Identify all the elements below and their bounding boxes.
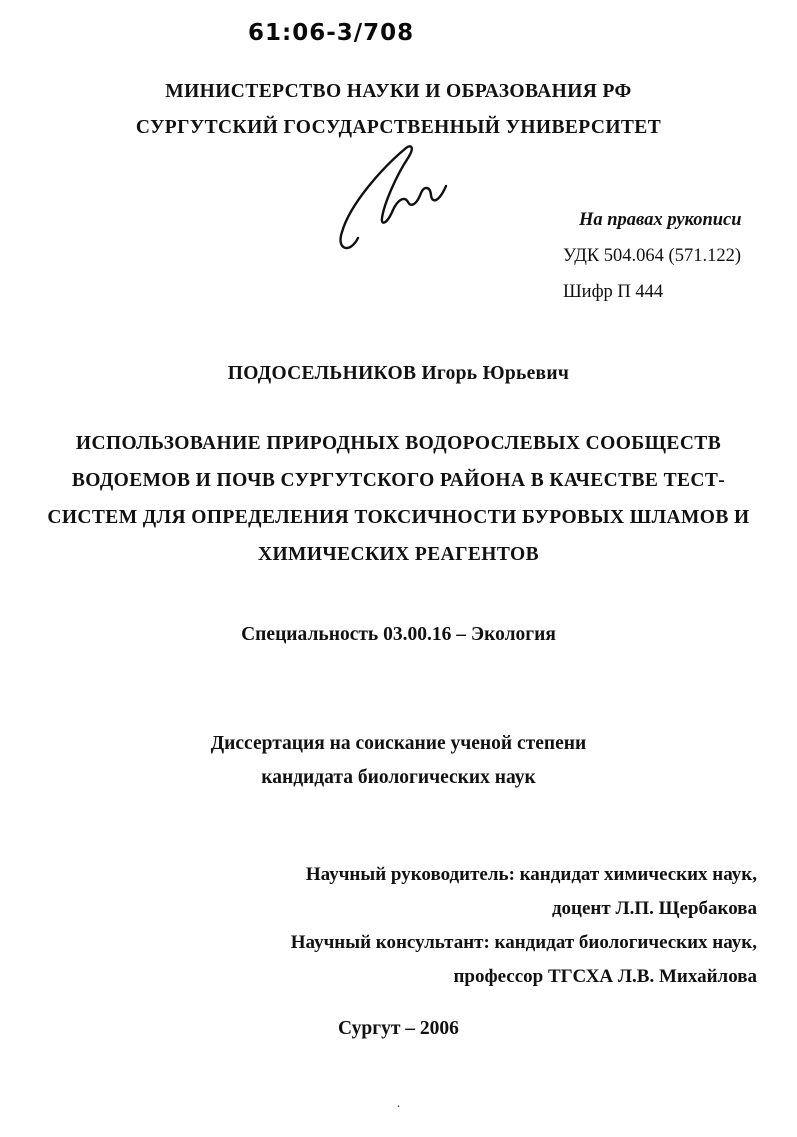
ministry-line-1: МИНИСТЕРСТВО НАУКИ И ОБРАЗОВАНИЯ РФ [165,81,632,102]
handwritten-signature [320,142,480,252]
footer-mark: . [396,1096,401,1111]
title-line-2: ВОДОЕМОВ И ПОЧВ СУРГУТСКОГО РАЙОНА В КАЧЕСТВЕ ТЕСТ- [71,470,726,491]
university-line: СУРГУТСКИЙ ГОСУДАРСТВЕННЫЙ УНИВЕРСИТЕТ [135,117,662,138]
city-year: Сургут – 2006 [338,1018,459,1039]
supervisor-line-2: доцент Л.П. Щербакова [551,898,757,919]
signature-icon [320,142,480,252]
supervisor-line-1: Научный руководитель: кандидат химических наук, [305,864,757,885]
degree-line-1: Диссертация на соискание ученой степени [210,733,587,754]
cipher-code: Шифр П 444 [563,282,664,302]
manuscript-note: На правах рукописи [579,210,742,230]
title-line-4: ХИМИЧЕСКИХ РЕАГЕНТОВ [258,544,539,565]
consultant-line-1: Научный консультант: кандидат биологических наук, [290,932,757,953]
ministry-header [0,74,797,146]
title-line-3: СИСТЕМ ДЛЯ ОПРЕДЕЛЕНИЯ ТОКСИЧНОСТИ БУРОВЫХ ШЛАМОВ И [47,507,750,528]
title-line-1: ИСПОЛЬЗОВАНИЕ ПРИРОДНЫХ ВОДОРОСЛЕВЫХ СООБЩЕСТВ [75,433,722,454]
catalog-number: 61:06-3/708 [248,20,415,46]
speciality-line: Специальность 03.00.16 – Экология [241,624,556,645]
advisors-block [277,858,757,994]
degree-block [0,727,797,795]
udk-code: УДК 504.064 (571.122) [563,246,742,266]
manuscript-stamp-block [563,202,763,310]
degree-line-2: кандидата биологических наук [261,767,536,788]
author-name: ПОДОСЕЛЬНИКОВ Игорь Юрьевич [227,363,570,384]
dissertation-title [0,425,797,573]
consultant-line-2: профессор ТГСХА Л.В. Михайлова [453,966,757,987]
